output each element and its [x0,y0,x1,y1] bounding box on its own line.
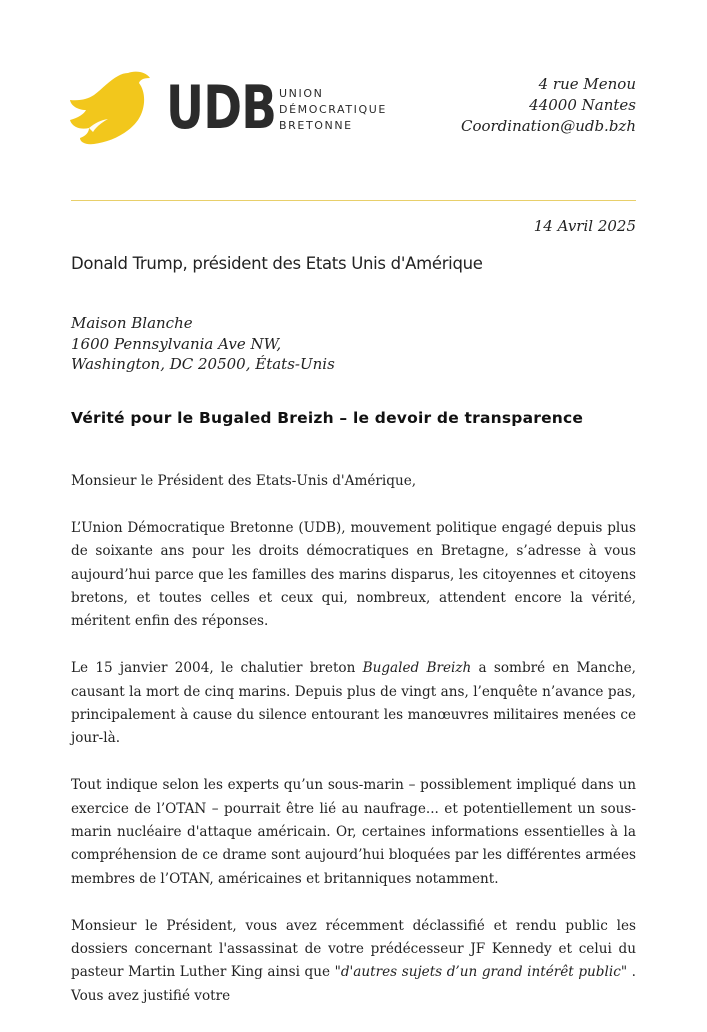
body-paragraph: L’Union Démocratique Bretonne (UDB), mouvement politique engagé depuis plus de soixante ans pour les droits démocratiques en Bretagne, s’adresse à vous aujourd’hui parce que les familles des marins disparus, les citoyennes et citoyens bretons, et toutes celles et ceux qui, nombreux, attendent encore la vérité, méritent enfin des réponses. [71,519,636,630]
text-span: " . Vous avez justifié votre [71,964,636,1004]
body-paragraph [71,915,636,1009]
logo-wordmark: UDB [166,73,277,143]
header-divider [71,200,636,201]
text-span: a sombré en Manche, causant la mort de cinq marins. Depuis plus de vingt ans, l’enquête n’avance pas, principalement à cause du silence entourant les manœuvres militaires menées ce jour-là. [71,660,636,747]
text-span: Le 15 janvier 2004, le chalutier breton [71,660,363,677]
udb-bird-logo-icon [70,70,152,146]
recipient-address-line: Washington, DC 20500, États-Unis [71,355,335,373]
sender-city: 44000 Nantes [529,96,636,114]
text-span: Monsieur le Président, vous avez récemment déclassifié et rendu public les dossiers concernant l'assassinat de votre prédécesseur JF Kennedy et celui du pasteur Martin Luther King ainsi que " [71,917,636,981]
salutation: Monsieur le Président des Etats-Unis d'Amérique, [71,473,417,489]
sender-address [461,74,636,137]
sender-street: 4 rue Menou [538,75,636,93]
recipient-address-line: Maison Blanche [71,314,193,332]
body-paragraph: Tout indique selon les experts qu’un sous-marin – possiblement impliqué dans un exercice de l’OTAN – pourrait être lié au naufrage... et potentiellement un sous-marin nucléaire d'attaque américain. Or, certaines informations essentielles à la compréhension de ce drame sont aujourd’hui bloquées par les différentes armées membres de l’OTAN, américaines et britanniques notamment. [71,777,636,887]
recipient-name: Donald Trump, président des Etats Unis d'Amérique [71,254,483,273]
letter-subject: Vérité pour le Bugaled Breizh – le devoir de transparence [71,409,584,427]
letter-body [71,470,636,1032]
body-paragraph [71,657,636,751]
logo-subtitle-line: UNION [279,87,324,100]
quoted-text: d'autres sujets d’un grand intérêt public [340,964,621,981]
logo-subtitle [279,86,387,134]
recipient-address-line: 1600 Pennsylvania Ave NW, [71,334,282,353]
recipient-address [71,313,335,375]
letter-date: 14 Avril 2025 [533,217,636,235]
logo-subtitle-line: DÉMOCRATIQUE [279,103,387,116]
logo-subtitle-line: BRETONNE [279,119,353,132]
ship-name: Bugaled Breizh [362,660,472,677]
logo-bird-shape [70,72,150,145]
sender-email: Coordination@udb.bzh [460,117,636,135]
